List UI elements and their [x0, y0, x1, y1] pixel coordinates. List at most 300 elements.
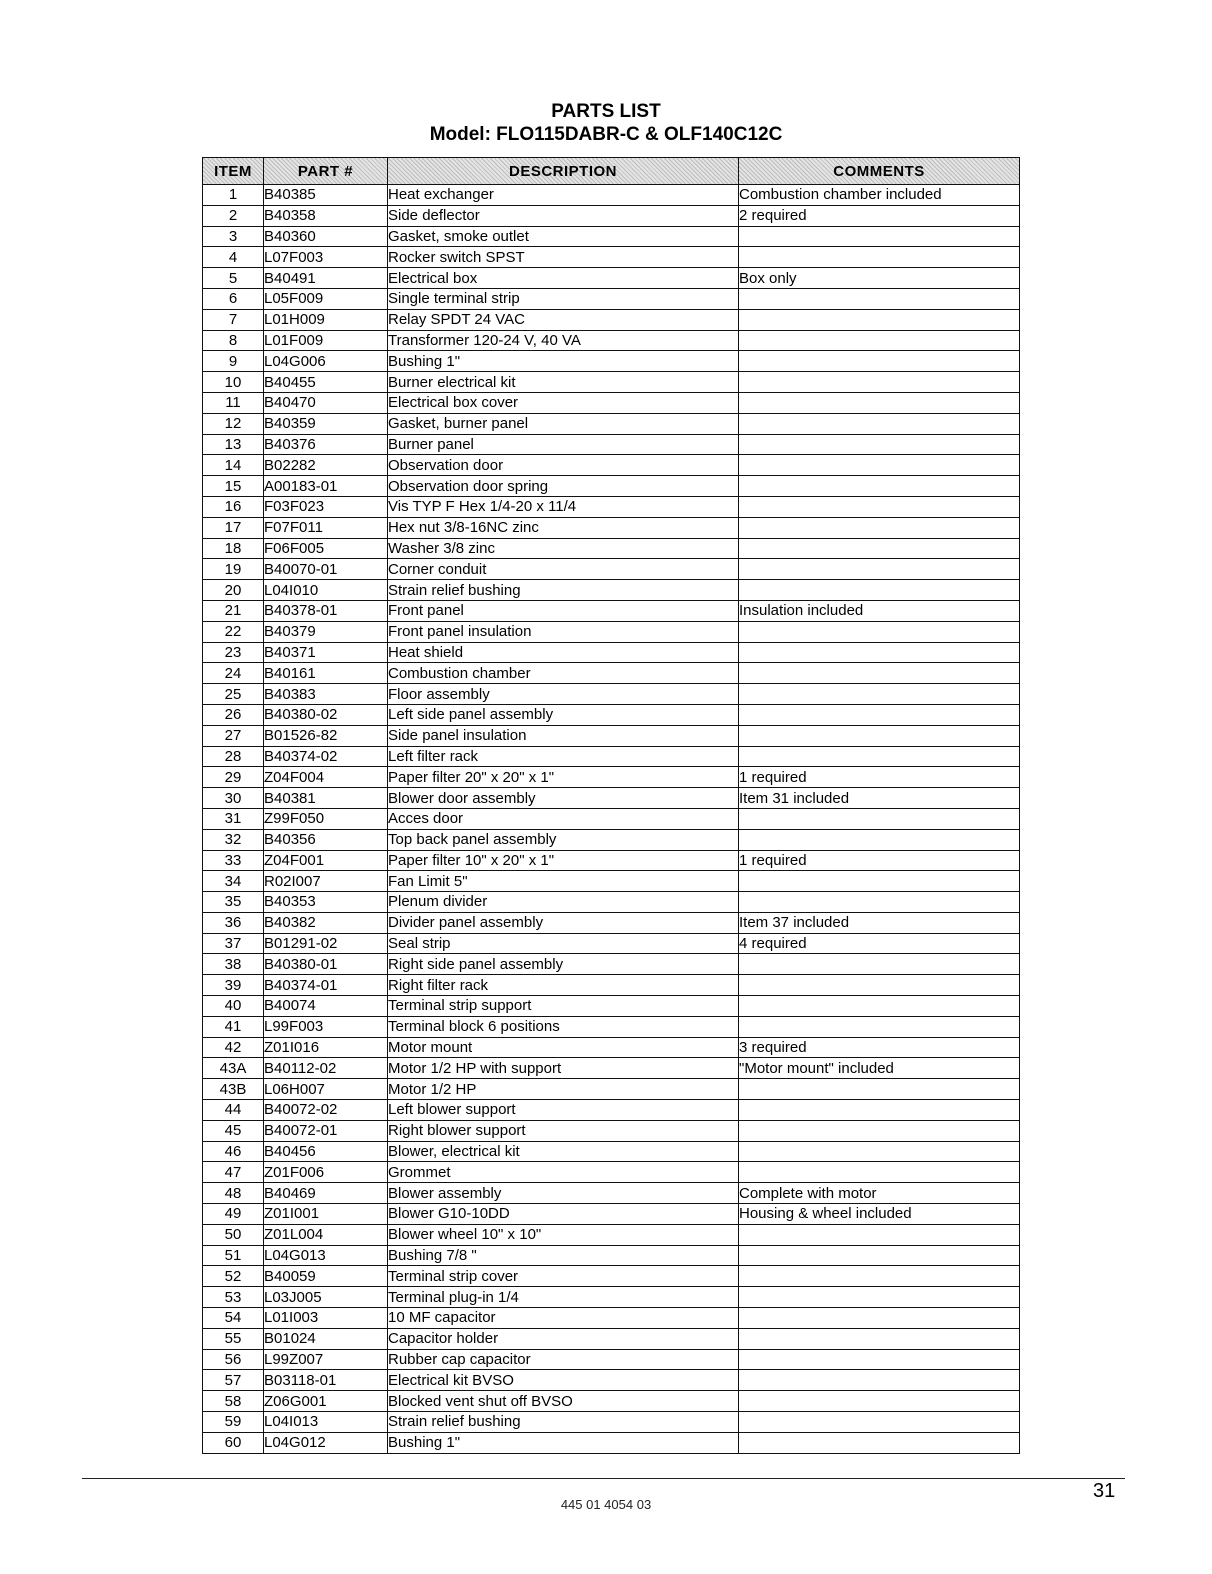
item-cell: 42 — [203, 1037, 264, 1058]
comments-cell — [739, 829, 1020, 850]
table-row — [203, 808, 1020, 829]
table-row — [203, 559, 1020, 580]
description-cell: Blower assembly — [388, 1183, 739, 1204]
comments-cell — [739, 871, 1020, 892]
table-row — [203, 871, 1020, 892]
description-cell: Side deflector — [388, 205, 739, 226]
table-row — [203, 788, 1020, 809]
comments-cell: 3 required — [739, 1037, 1020, 1058]
table-row — [203, 1141, 1020, 1162]
item-cell: 22 — [203, 621, 264, 642]
part-number-cell: F07F011 — [264, 517, 388, 538]
description-cell: Blower door assembly — [388, 788, 739, 809]
comments-cell: Combustion chamber included — [739, 185, 1020, 206]
item-cell: 50 — [203, 1224, 264, 1245]
part-number-cell: B40376 — [264, 434, 388, 455]
part-number-cell: B40074 — [264, 996, 388, 1017]
table-row — [203, 1183, 1020, 1204]
part-number-cell: B03118-01 — [264, 1370, 388, 1391]
item-cell: 3 — [203, 226, 264, 247]
part-number-cell: B01024 — [264, 1328, 388, 1349]
item-cell: 59 — [203, 1412, 264, 1433]
description-cell: Corner conduit — [388, 559, 739, 580]
table-row — [203, 746, 1020, 767]
comments-cell — [739, 309, 1020, 330]
part-number-cell: L06H007 — [264, 1079, 388, 1100]
comments-cell — [739, 1079, 1020, 1100]
comments-cell: 4 required — [739, 933, 1020, 954]
comments-cell — [739, 892, 1020, 913]
item-cell: 53 — [203, 1287, 264, 1308]
document-number: 445 01 4054 03 — [560, 1497, 652, 1512]
table-header-row — [203, 158, 1020, 185]
table-row — [203, 1204, 1020, 1225]
page-title: PARTS LIST — [551, 101, 661, 122]
comments-cell — [739, 1266, 1020, 1287]
part-number-cell: R02I007 — [264, 871, 388, 892]
part-number-cell: L04G013 — [264, 1245, 388, 1266]
item-cell: 26 — [203, 704, 264, 725]
description-cell: Capacitor holder — [388, 1328, 739, 1349]
part-number-cell: Z99F050 — [264, 808, 388, 829]
table-row — [203, 850, 1020, 871]
item-cell: 41 — [203, 1016, 264, 1037]
description-cell: Vis TYP F Hex 1/4-20 x 11/4 — [388, 496, 739, 517]
comments-cell — [739, 1308, 1020, 1329]
model-subtitle: Model: FLO115DABR-C & OLF140C12C — [429, 124, 783, 145]
table-row — [203, 1100, 1020, 1121]
item-cell: 58 — [203, 1391, 264, 1412]
table-row — [203, 725, 1020, 746]
comments-cell — [739, 642, 1020, 663]
item-cell: 57 — [203, 1370, 264, 1391]
item-cell: 40 — [203, 996, 264, 1017]
description-cell: Blower wheel 10" x 10" — [388, 1224, 739, 1245]
description-cell: Front panel — [388, 600, 739, 621]
description-cell: Electrical box — [388, 268, 739, 289]
comments-cell — [739, 704, 1020, 725]
comments-cell — [739, 808, 1020, 829]
part-number-cell: B02282 — [264, 455, 388, 476]
table-row — [203, 704, 1020, 725]
part-number-cell: B40072-02 — [264, 1100, 388, 1121]
comments-cell: 1 required — [739, 850, 1020, 871]
table-row — [203, 372, 1020, 393]
table-row — [203, 1432, 1020, 1453]
description-cell: Hex nut 3/8-16NC zinc — [388, 517, 739, 538]
comments-cell — [739, 517, 1020, 538]
page-number: 31 — [1093, 1480, 1116, 1502]
item-cell: 33 — [203, 850, 264, 871]
part-number-cell: B40161 — [264, 663, 388, 684]
table-row — [203, 767, 1020, 788]
item-cell: 4 — [203, 247, 264, 268]
item-cell: 16 — [203, 496, 264, 517]
item-cell: 44 — [203, 1100, 264, 1121]
item-cell: 14 — [203, 455, 264, 476]
comments-cell: Item 31 included — [739, 788, 1020, 809]
part-number-cell: B40353 — [264, 892, 388, 913]
part-number-cell: L04G006 — [264, 351, 388, 372]
comments-cell — [739, 434, 1020, 455]
part-number-cell: L01I003 — [264, 1308, 388, 1329]
comments-cell — [739, 996, 1020, 1017]
table-row — [203, 1162, 1020, 1183]
part-number-cell: Z04F001 — [264, 850, 388, 871]
column-header-description: DESCRIPTION — [388, 158, 739, 185]
item-cell: 49 — [203, 1204, 264, 1225]
item-cell: 31 — [203, 808, 264, 829]
part-number-cell: L03J005 — [264, 1287, 388, 1308]
table-row — [203, 247, 1020, 268]
table-row — [203, 954, 1020, 975]
part-number-cell: B40456 — [264, 1141, 388, 1162]
item-cell: 20 — [203, 580, 264, 601]
comments-cell: Complete with motor — [739, 1183, 1020, 1204]
item-cell: 51 — [203, 1245, 264, 1266]
comments-cell — [739, 580, 1020, 601]
item-cell: 25 — [203, 684, 264, 705]
description-cell: Bushing 1" — [388, 1432, 739, 1453]
table-row — [203, 1349, 1020, 1370]
part-number-cell: L01H009 — [264, 309, 388, 330]
comments-cell — [739, 1141, 1020, 1162]
table-row — [203, 684, 1020, 705]
comments-cell — [739, 247, 1020, 268]
part-number-cell: F06F005 — [264, 538, 388, 559]
table-row — [203, 663, 1020, 684]
comments-cell — [739, 1391, 1020, 1412]
table-row — [203, 351, 1020, 372]
part-number-cell: Z01F006 — [264, 1162, 388, 1183]
column-header-comments: COMMENTS — [739, 158, 1020, 185]
comments-cell — [739, 1412, 1020, 1433]
table-row — [203, 455, 1020, 476]
part-number-cell: Z01I001 — [264, 1204, 388, 1225]
comments-cell — [739, 1016, 1020, 1037]
table-row — [203, 1016, 1020, 1037]
item-cell: 54 — [203, 1308, 264, 1329]
table-row — [203, 1308, 1020, 1329]
column-header-part: PART # — [264, 158, 388, 185]
table-row — [203, 330, 1020, 351]
comments-cell: Box only — [739, 268, 1020, 289]
comments-cell: 1 required — [739, 767, 1020, 788]
item-cell: 18 — [203, 538, 264, 559]
table-row — [203, 496, 1020, 517]
table-row — [203, 1058, 1020, 1079]
part-number-cell: B40356 — [264, 829, 388, 850]
description-cell: Combustion chamber — [388, 663, 739, 684]
description-cell: Electrical box cover — [388, 392, 739, 413]
description-cell: Strain relief bushing — [388, 580, 739, 601]
table-row — [203, 1037, 1020, 1058]
item-cell: 1 — [203, 185, 264, 206]
description-cell: Right filter rack — [388, 975, 739, 996]
table-row — [203, 912, 1020, 933]
item-cell: 56 — [203, 1349, 264, 1370]
description-cell: Motor mount — [388, 1037, 739, 1058]
comments-cell — [739, 954, 1020, 975]
description-cell: Heat exchanger — [388, 185, 739, 206]
comments-cell — [739, 725, 1020, 746]
part-number-cell: B40378-01 — [264, 600, 388, 621]
part-number-cell: B40360 — [264, 226, 388, 247]
part-number-cell: B40380-01 — [264, 954, 388, 975]
item-cell: 15 — [203, 476, 264, 497]
comments-cell — [739, 1162, 1020, 1183]
part-number-cell: B40371 — [264, 642, 388, 663]
item-cell: 39 — [203, 975, 264, 996]
item-cell: 55 — [203, 1328, 264, 1349]
table-row — [203, 1287, 1020, 1308]
table-row — [203, 309, 1020, 330]
part-number-cell: B40374-02 — [264, 746, 388, 767]
comments-cell — [739, 538, 1020, 559]
comments-cell — [739, 392, 1020, 413]
part-number-cell: L04I013 — [264, 1412, 388, 1433]
column-header-item: ITEM — [203, 158, 264, 185]
description-cell: Blocked vent shut off BVSO — [388, 1391, 739, 1412]
table-row — [203, 268, 1020, 289]
item-cell: 21 — [203, 600, 264, 621]
table-row — [203, 476, 1020, 497]
item-cell: 19 — [203, 559, 264, 580]
description-cell: Terminal strip cover — [388, 1266, 739, 1287]
table-row — [203, 1370, 1020, 1391]
table-row — [203, 392, 1020, 413]
table-row — [203, 1079, 1020, 1100]
item-cell: 29 — [203, 767, 264, 788]
part-number-cell: L05F009 — [264, 288, 388, 309]
item-cell: 10 — [203, 372, 264, 393]
description-cell: Observation door spring — [388, 476, 739, 497]
description-cell: Right side panel assembly — [388, 954, 739, 975]
comments-cell — [739, 1432, 1020, 1453]
description-cell: Fan Limit 5" — [388, 871, 739, 892]
description-cell: Single terminal strip — [388, 288, 739, 309]
table-row — [203, 288, 1020, 309]
part-number-cell: Z01I016 — [264, 1037, 388, 1058]
item-cell: 7 — [203, 309, 264, 330]
table-row — [203, 621, 1020, 642]
description-cell: Terminal strip support — [388, 996, 739, 1017]
description-cell: 10 MF capacitor — [388, 1308, 739, 1329]
item-cell: 52 — [203, 1266, 264, 1287]
comments-cell — [739, 559, 1020, 580]
description-cell: Seal strip — [388, 933, 739, 954]
table-row — [203, 434, 1020, 455]
description-cell: Divider panel assembly — [388, 912, 739, 933]
part-number-cell: B40358 — [264, 205, 388, 226]
table-row — [203, 642, 1020, 663]
item-cell: 47 — [203, 1162, 264, 1183]
comments-cell — [739, 1224, 1020, 1245]
description-cell: Burner panel — [388, 434, 739, 455]
part-number-cell: B40385 — [264, 185, 388, 206]
item-cell: 48 — [203, 1183, 264, 1204]
item-cell: 32 — [203, 829, 264, 850]
table-row — [203, 185, 1020, 206]
item-cell: 35 — [203, 892, 264, 913]
table-row — [203, 1266, 1020, 1287]
comments-cell: 2 required — [739, 205, 1020, 226]
item-cell: 23 — [203, 642, 264, 663]
comments-cell — [739, 1100, 1020, 1121]
description-cell: Gasket, burner panel — [388, 413, 739, 434]
comments-cell — [739, 351, 1020, 372]
description-cell: Washer 3/8 zinc — [388, 538, 739, 559]
description-cell: Paper filter 10" x 20" x 1" — [388, 850, 739, 871]
item-cell: 38 — [203, 954, 264, 975]
table-row — [203, 933, 1020, 954]
part-number-cell: B40470 — [264, 392, 388, 413]
comments-cell — [739, 496, 1020, 517]
part-number-cell: B40455 — [264, 372, 388, 393]
table-row — [203, 829, 1020, 850]
description-cell: Terminal block 6 positions — [388, 1016, 739, 1037]
table-row — [203, 1245, 1020, 1266]
table-row — [203, 1391, 1020, 1412]
part-number-cell: B40469 — [264, 1183, 388, 1204]
comments-cell: "Motor mount" included — [739, 1058, 1020, 1079]
description-cell: Left side panel assembly — [388, 704, 739, 725]
item-cell: 12 — [203, 413, 264, 434]
comments-cell — [739, 1349, 1020, 1370]
item-cell: 27 — [203, 725, 264, 746]
parts-table-body — [203, 185, 1020, 1454]
parts-table — [202, 157, 1020, 1454]
part-number-cell: L01F009 — [264, 330, 388, 351]
item-cell: 5 — [203, 268, 264, 289]
description-cell: Strain relief bushing — [388, 1412, 739, 1433]
comments-cell — [739, 684, 1020, 705]
item-cell: 36 — [203, 912, 264, 933]
table-row — [203, 892, 1020, 913]
comments-cell — [739, 746, 1020, 767]
table-row — [203, 413, 1020, 434]
description-cell: Left filter rack — [388, 746, 739, 767]
title-block — [0, 100, 1212, 146]
description-cell: Burner electrical kit — [388, 372, 739, 393]
description-cell: Heat shield — [388, 642, 739, 663]
description-cell: Acces door — [388, 808, 739, 829]
item-cell: 8 — [203, 330, 264, 351]
comments-cell — [739, 455, 1020, 476]
part-number-cell: Z06G001 — [264, 1391, 388, 1412]
table-row — [203, 975, 1020, 996]
item-cell: 28 — [203, 746, 264, 767]
item-cell: 24 — [203, 663, 264, 684]
part-number-cell: B01291-02 — [264, 933, 388, 954]
part-number-cell: Z01L004 — [264, 1224, 388, 1245]
description-cell: Bushing 7/8 " — [388, 1245, 739, 1266]
item-cell: 30 — [203, 788, 264, 809]
part-number-cell: A00183-01 — [264, 476, 388, 497]
item-cell: 45 — [203, 1120, 264, 1141]
item-cell: 34 — [203, 871, 264, 892]
part-number-cell: B40059 — [264, 1266, 388, 1287]
comments-cell: Insulation included — [739, 600, 1020, 621]
table-row — [203, 517, 1020, 538]
table-row — [203, 600, 1020, 621]
comments-cell: Housing & wheel included — [739, 1204, 1020, 1225]
description-cell: Top back panel assembly — [388, 829, 739, 850]
description-cell: Plenum divider — [388, 892, 739, 913]
item-cell: 43A — [203, 1058, 264, 1079]
part-number-cell: L99Z007 — [264, 1349, 388, 1370]
comments-cell: Item 37 included — [739, 912, 1020, 933]
description-cell: Left blower support — [388, 1100, 739, 1121]
comments-cell — [739, 1245, 1020, 1266]
comments-cell — [739, 226, 1020, 247]
part-number-cell: B40380-02 — [264, 704, 388, 725]
part-number-cell: B40070-01 — [264, 559, 388, 580]
description-cell: Electrical kit BVSO — [388, 1370, 739, 1391]
part-number-cell: L99F003 — [264, 1016, 388, 1037]
comments-cell — [739, 1328, 1020, 1349]
table-row — [203, 1224, 1020, 1245]
table-row — [203, 996, 1020, 1017]
description-cell: Paper filter 20" x 20" x 1" — [388, 767, 739, 788]
part-number-cell: B40379 — [264, 621, 388, 642]
description-cell: Terminal plug-in 1/4 — [388, 1287, 739, 1308]
comments-cell — [739, 1120, 1020, 1141]
description-cell: Right blower support — [388, 1120, 739, 1141]
item-cell: 13 — [203, 434, 264, 455]
description-cell: Blower, electrical kit — [388, 1141, 739, 1162]
description-cell: Motor 1/2 HP — [388, 1079, 739, 1100]
part-number-cell: B40359 — [264, 413, 388, 434]
comments-cell — [739, 330, 1020, 351]
comments-cell — [739, 1287, 1020, 1308]
table-row — [203, 226, 1020, 247]
item-cell: 60 — [203, 1432, 264, 1453]
description-cell: Blower G10-10DD — [388, 1204, 739, 1225]
table-row — [203, 205, 1020, 226]
table-row — [203, 1328, 1020, 1349]
comments-cell — [739, 476, 1020, 497]
item-cell: 2 — [203, 205, 264, 226]
comments-cell — [739, 413, 1020, 434]
comments-cell — [739, 663, 1020, 684]
part-number-cell: B40381 — [264, 788, 388, 809]
comments-cell — [739, 288, 1020, 309]
part-number-cell: B40374-01 — [264, 975, 388, 996]
description-cell: Floor assembly — [388, 684, 739, 705]
comments-cell — [739, 975, 1020, 996]
item-cell: 11 — [203, 392, 264, 413]
item-cell: 17 — [203, 517, 264, 538]
part-number-cell: B40491 — [264, 268, 388, 289]
description-cell: Motor 1/2 HP with support — [388, 1058, 739, 1079]
table-row — [203, 538, 1020, 559]
comments-cell — [739, 1370, 1020, 1391]
description-cell: Relay SPDT 24 VAC — [388, 309, 739, 330]
comments-cell — [739, 372, 1020, 393]
part-number-cell: B40072-01 — [264, 1120, 388, 1141]
item-cell: 37 — [203, 933, 264, 954]
part-number-cell: L04G012 — [264, 1432, 388, 1453]
part-number-cell: B01526-82 — [264, 725, 388, 746]
comments-cell — [739, 621, 1020, 642]
description-cell: Observation door — [388, 455, 739, 476]
part-number-cell: B40112-02 — [264, 1058, 388, 1079]
description-cell: Rubber cap capacitor — [388, 1349, 739, 1370]
description-cell: Grommet — [388, 1162, 739, 1183]
part-number-cell: B40382 — [264, 912, 388, 933]
part-number-cell: Z04F004 — [264, 767, 388, 788]
